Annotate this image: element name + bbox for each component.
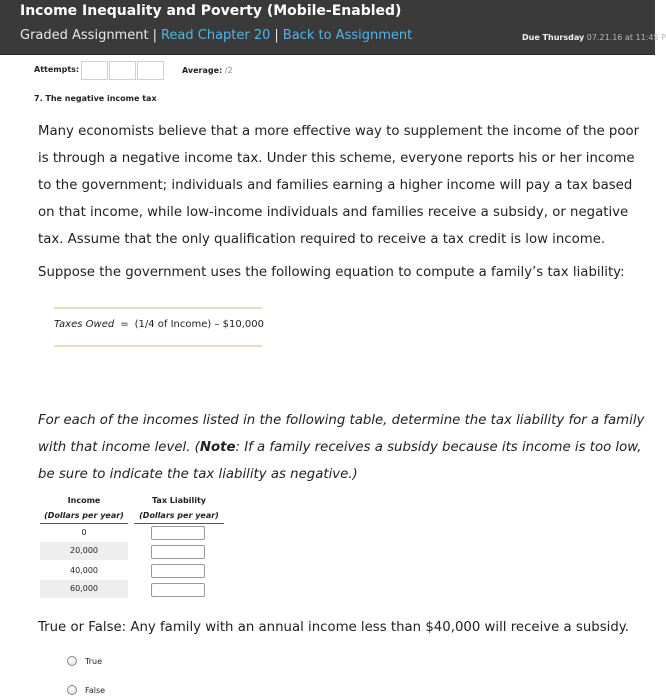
read-chapter-link[interactable]: Read Chapter 20 <box>160 28 271 43</box>
tax-liability-input-1[interactable] <box>151 545 205 559</box>
page-title: Income Inequality and Poverty (Mobile-Enabled) <box>20 3 402 19</box>
breadcrumb-separator: | <box>152 28 157 43</box>
instruction-text: For each of the incomes listed in the following table, determine the tax liability for a family with that income level. ( <box>38 413 645 455</box>
radio-button-icon[interactable] <box>67 685 77 695</box>
equation-operator: = <box>120 319 129 330</box>
radio-label: False <box>85 685 106 695</box>
average-value: /2 <box>224 66 233 75</box>
radio-button-icon[interactable] <box>67 656 77 666</box>
income-cell: 0 <box>81 528 87 537</box>
tax-column-units: (Dollars per year) <box>139 511 219 520</box>
attempts-indicator <box>81 61 165 80</box>
assignment-type-label: Graded Assignment <box>20 28 149 43</box>
attempts-label: Attempts: <box>34 65 80 74</box>
average-score <box>182 66 233 75</box>
income-cell: 40,000 <box>70 566 98 575</box>
back-to-assignment-link[interactable]: Back to Assignment <box>282 28 413 43</box>
breadcrumb <box>20 28 412 43</box>
radio-option-true[interactable] <box>67 656 102 666</box>
attempt-box <box>137 61 164 80</box>
question-intro: Many economists believe that a more effective way to supplement the income of the poor is through a negative income tax. Under this scheme, everyone reports his or her income to the government; individuals and families earning a higher income will pay a tax based on that income, while low-income individuals and families receive a subsidy, or negative tax. Assume that the only qualification required to receive a tax credit is low income. <box>38 124 640 247</box>
tax-equation <box>54 319 264 330</box>
radio-option-false[interactable] <box>67 685 105 695</box>
due-label: Due Thursday <box>522 33 585 42</box>
assignment-header <box>0 0 666 55</box>
income-column-header: Income <box>67 496 101 505</box>
equation-top-rule <box>54 307 262 309</box>
tax-column-header: Tax Liability <box>152 496 206 505</box>
due-datetime: 07.21.16 at 11:45 P <box>586 33 666 42</box>
attempt-box <box>81 61 108 80</box>
tax-liability-input-3[interactable] <box>151 583 205 597</box>
header-underline <box>134 523 224 524</box>
equation-bottom-rule <box>54 345 262 347</box>
income-cell: 60,000 <box>40 580 128 598</box>
instruction-text: : If a family receives a subsidy because its income is too low, be sure to indicate the tax liability as negative.) <box>38 440 642 482</box>
tax-liability-input-0[interactable] <box>151 526 205 540</box>
true-false-question: True or False: Any family with an annual income less than $40,000 will receive a subsidy. <box>38 620 629 635</box>
due-date <box>522 33 666 42</box>
income-column-units: (Dollars per year) <box>44 511 124 520</box>
instruction-note-label: Note <box>199 440 236 455</box>
equation-lhs: Taxes Owed <box>54 319 115 330</box>
attempt-box <box>109 61 136 80</box>
radio-label: True <box>85 656 102 666</box>
tax-liability-input-2[interactable] <box>151 564 205 578</box>
income-cell: 20,000 <box>40 542 128 560</box>
table-instruction <box>38 407 650 488</box>
equation-rhs: (1/4 of Income) – $10,000 <box>134 319 264 330</box>
question-title: 7. The negative income tax <box>34 94 157 103</box>
question-suppose: Suppose the government uses the following equation to compute a family’s tax liability: <box>38 265 625 280</box>
average-label: Average: <box>182 66 223 75</box>
breadcrumb-separator: | <box>274 28 279 43</box>
